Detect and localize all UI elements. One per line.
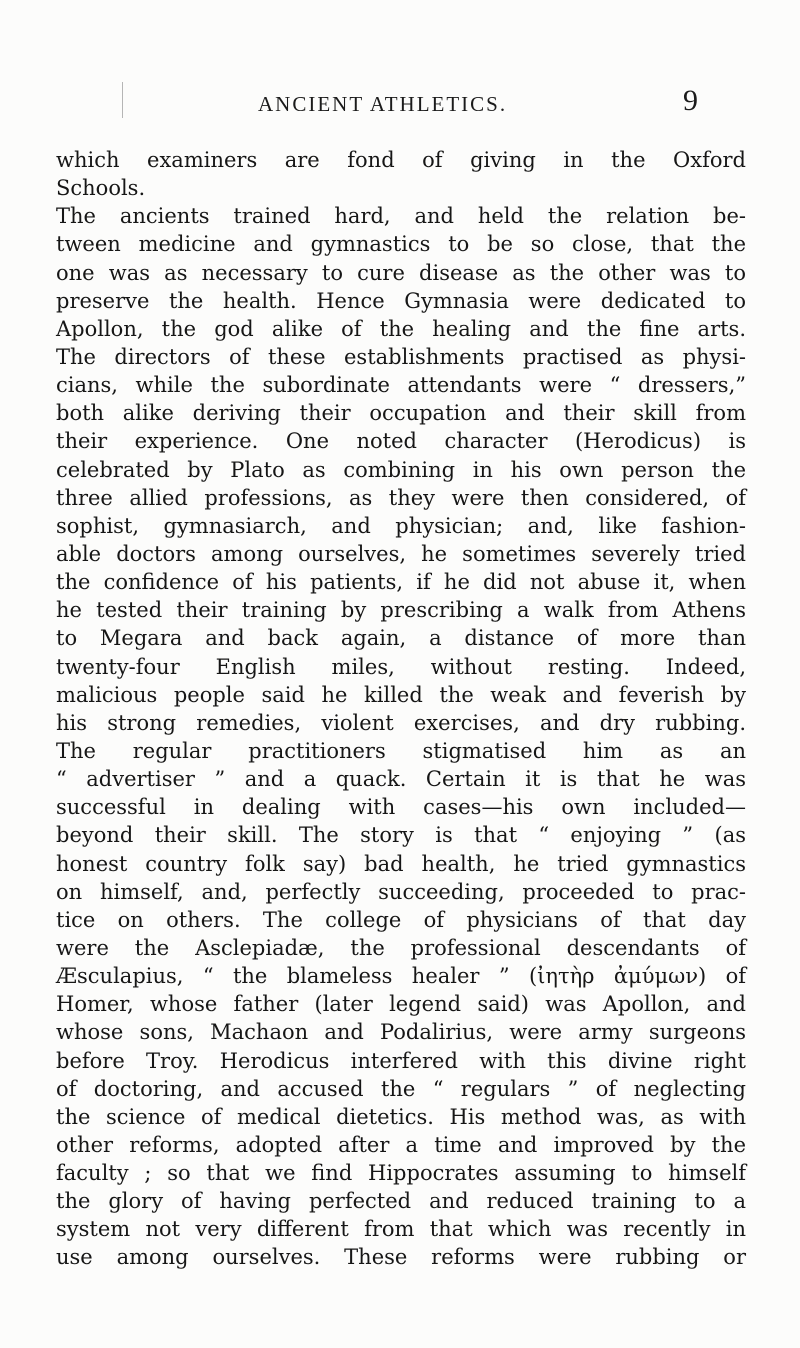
text-line: honest country folk say) bad health, he tried gymnastics (56, 851, 746, 876)
text-line: the glory of having perfected and reduced training to a (56, 1189, 746, 1214)
text-line: of doctoring, and accused the “ regulars ” of neglecting (56, 1076, 746, 1101)
text-line: their experience. One noted character (Herodicus) is (56, 429, 746, 454)
text-line: three allied professions, as they were then considered, of (56, 485, 746, 510)
text-line: “ advertiser ” and a quack. Certain it is that he was (56, 767, 746, 792)
text-line: whose sons, Machaon and Podalirius, were army surgeons (56, 1020, 746, 1045)
text-line: tween medicine and gymnastics to be so close, that the (56, 232, 746, 257)
text-line: his strong remedies, violent exercises, and dry rubbing. (56, 710, 746, 735)
text-line: before Troy. Herodicus interfered with this divine right (56, 1048, 746, 1073)
text-line: faculty ; so that we find Hippocrates assuming to himself (56, 1161, 746, 1186)
text-line: which examiners are fond of giving in the Oxford (56, 148, 746, 172)
text-line: preserve the health. Hence Gymnasia were dedicated to (56, 288, 746, 313)
text-line: the confidence of his patients, if he did not abuse it, when (56, 570, 746, 595)
text-line: sophist, gymnasiarch, and physician; and, like fashion- (56, 513, 746, 538)
text-line: celebrated by Plato as combining in his own person the (56, 457, 746, 482)
text-line: successful in dealing with cases—his own included— (56, 795, 746, 820)
text-line: able doctors among ourselves, he sometimes severely tried (56, 541, 746, 566)
text-line: one was as necessary to cure disease as the other was to (56, 260, 746, 285)
text-line: malicious people said he killed the weak and feverish by (56, 682, 746, 707)
text-line: The regular practitioners stigmatised him as an (56, 738, 746, 763)
text-line: twenty-four English miles, without resting. Indeed, (56, 654, 746, 679)
text-line: use among ourselves. These reforms were rubbing or (56, 1245, 746, 1270)
text-line: The directors of these establishments practised as physi- (56, 344, 746, 369)
text-line: system not very different from that which was recently in (56, 1217, 746, 1242)
text-line: Apollon, the god alike of the healing and the fine arts. (56, 316, 746, 341)
text-line: both alike deriving their occupation and their skill from (56, 401, 746, 426)
body-text (56, 146, 746, 1272)
text-line: the science of medical dietetics. His method was, as with (56, 1104, 746, 1129)
text-line: beyond their skill. The story is that “ enjoying ” (as (56, 823, 746, 848)
text-line: tice on others. The college of physicians of that day (56, 907, 746, 932)
text-line: cians, while the subordinate attendants were “ dressers,” (56, 373, 746, 398)
text-line: Homer, whose father (later legend said) was Apollon, and (56, 992, 746, 1017)
page-number: 9 (683, 84, 698, 117)
text-line: Æsculapius, “ the blameless healer ” (ἰητὴρ ἀμύμων) of (56, 964, 746, 989)
text-line: other reforms, adopted after a time and improved by the (56, 1132, 746, 1157)
text-line: Schools. (56, 176, 146, 201)
text-line: were the Asclepiadæ, the professional descendants of (56, 935, 746, 960)
page-header (0, 86, 800, 126)
text-line: to Megara and back again, a distance of more than (56, 626, 746, 651)
text-line: on himself, and, perfectly succeeding, proceeded to prac- (56, 879, 746, 904)
text-line: he tested their training by prescribing a walk from Athens (56, 598, 746, 623)
text-line: The ancients trained hard, and held the relation be- (56, 204, 746, 229)
running-head: ANCIENT ATHLETICS. (258, 92, 508, 116)
